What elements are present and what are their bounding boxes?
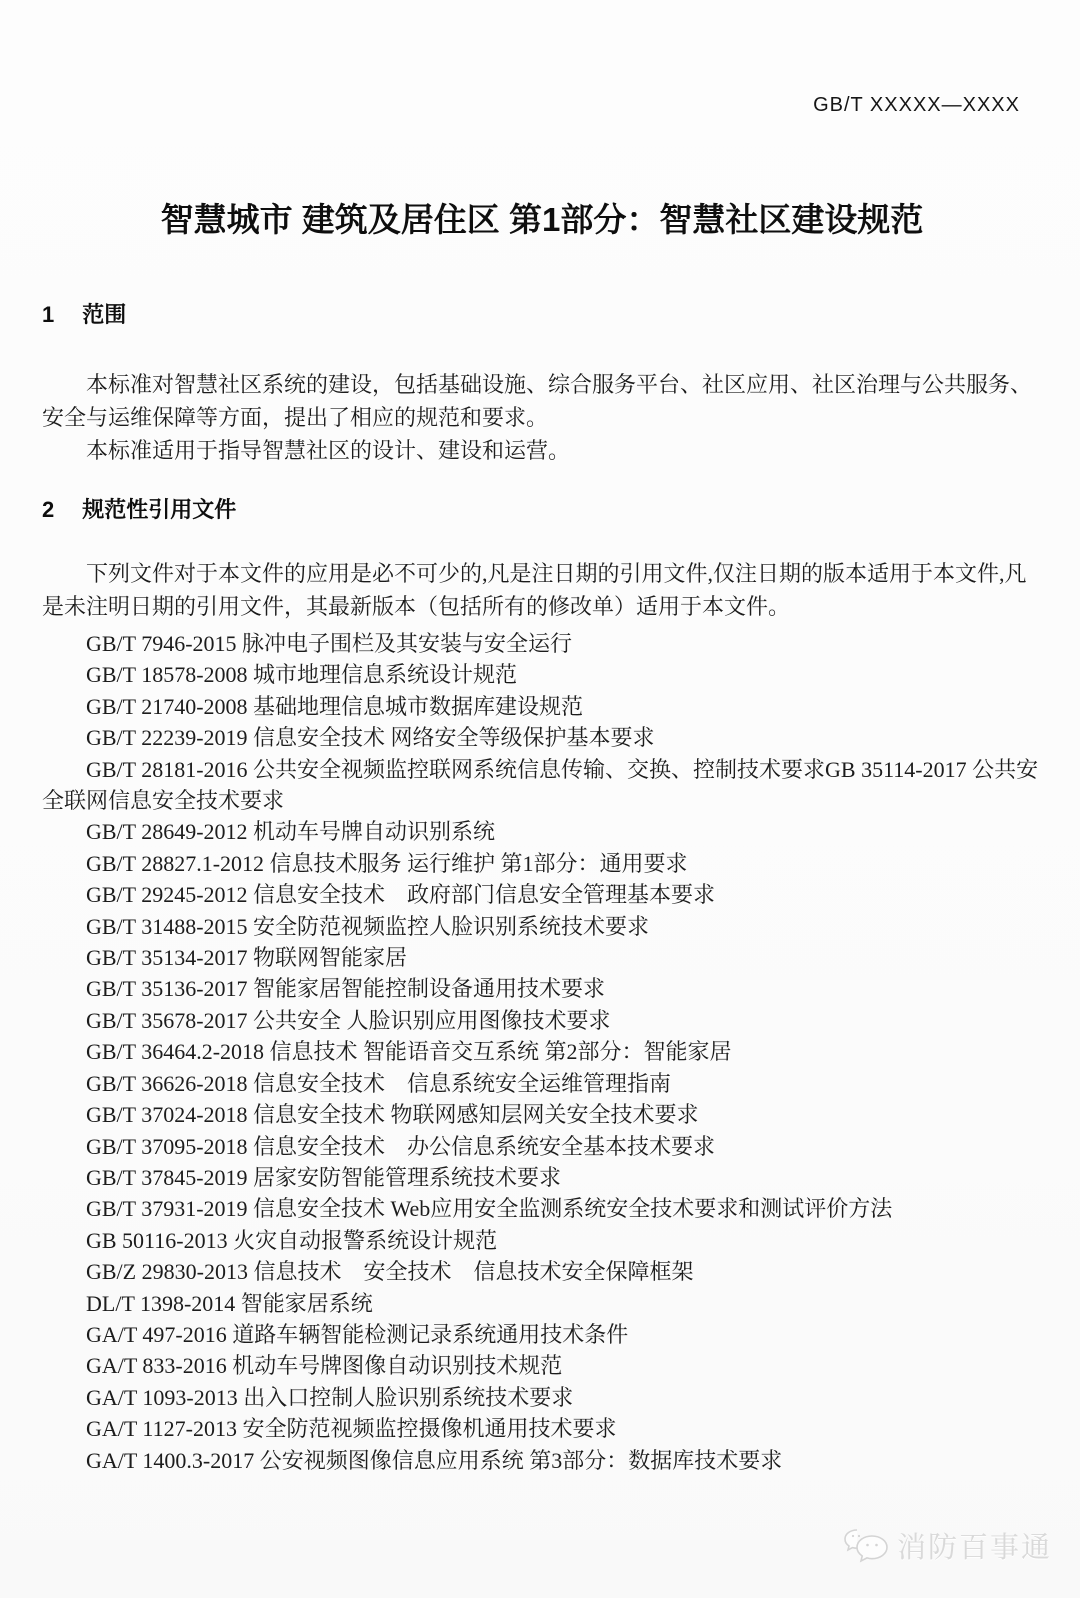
scope-paragraph: 本标准对智慧社区系统的建设，包括基础设施、综合服务平台、社区应用、社区治理与公共服务、安全与运维保障等方面，提出了相应的规范和要求。 <box>42 372 1033 430</box>
reference-item: GA/T 1400.3-2017 公安视频图像信息应用系统 第3部分：数据库技术要求 <box>86 1447 783 1473</box>
reference-item: GB/T 37845-2019 居家安防智能管理系统技术要求 <box>86 1164 562 1190</box>
watermark <box>843 1525 1052 1566</box>
reference-item: GA/T 833-2016 机动车号牌图像自动识别技术规范 <box>86 1353 563 1379</box>
section-1-title: 范围 <box>82 302 127 327</box>
reference-item: GB/T 37095-2018 信息安全技术 办公信息系统安全基本技术要求 <box>86 1133 716 1159</box>
reference-item: GB/T 18578-2008 城市地理信息系统设计规范 <box>86 662 518 688</box>
section-2-heading <box>42 497 1042 523</box>
reference-item: GA/T 1093-2013 出入口控制人脸识别系统技术要求 <box>86 1384 574 1410</box>
reference-item: GB/T 28649-2012 机动车号牌自动识别系统 <box>86 819 496 845</box>
reference-item: GB/T 28181-2016 公共安全视频监控联网系统信息传输、交换、控制技术要求GB 35114-2017 公共安全联网信息安全技术要求 <box>42 756 1039 814</box>
reference-list <box>42 628 1042 1476</box>
reference-item: GB/Z 29830-2013 信息技术 安全技术 信息技术安全保障框架 <box>86 1259 694 1285</box>
reference-item: GB/T 7946-2015 脉冲电子围栏及其安装与安全运行 <box>86 631 573 656</box>
reference-item: GB/T 35678-2017 公共安全 人脸识别应用图像技术要求 <box>86 1007 611 1033</box>
page-title: 智慧城市 建筑及居住区 第1部分：智慧社区建设规范 <box>160 201 924 238</box>
doc-code: GB/T XXXXX—XXXX <box>813 94 1020 116</box>
reference-item: GB/T 35136-2017 智能家居智能控制设备通用技术要求 <box>86 976 606 1002</box>
reference-item: DL/T 1398-2014 智能家居系统 <box>86 1290 373 1316</box>
watermark-text: 消防百事通 <box>896 1532 1052 1564</box>
reference-item: GB/T 29245-2012 信息安全技术 政府部门信息安全管理基本要求 <box>86 882 716 908</box>
reference-item: GB/T 31488-2015 安全防范视频监控人脸识别系统技术要求 <box>86 913 650 939</box>
references-intro-paragraph: 下列文件对于本文件的应用是必不可少的,凡是注日期的引用文件,仅注日期的版本适用于本文件,凡是未注明日期的引用文件，其最新版本（包括所有的修改单）适用于本文件。 <box>42 561 1027 619</box>
section-2-number: 2 <box>42 497 55 522</box>
section-2-title: 规范性引用文件 <box>82 497 237 522</box>
document-content <box>42 0 1042 1476</box>
reference-item: GB/T 36464.2-2018 信息技术 智能语音交互系统 第2部分：智能家居 <box>86 1039 732 1065</box>
reference-item: GB/T 36626-2018 信息安全技术 信息系统安全运维管理指南 <box>86 1070 672 1096</box>
reference-item: GB/T 37024-2018 信息安全技术 物联网感知层网关安全技术要求 <box>86 1102 699 1128</box>
reference-item: GB/T 21740-2008 基础地理信息城市数据库建设规范 <box>86 693 584 719</box>
section-1-heading <box>42 302 1042 328</box>
reference-item: GB/T 37931-2019 信息安全技术 Web应用安全监测系统安全技术要求和测试评价方法 <box>86 1196 893 1222</box>
reference-item: GB/T 28827.1-2012 信息技术服务 运行维护 第1部分：通用要求 <box>86 850 688 876</box>
reference-item: GA/T 1127-2013 安全防范视频监控摄像机通用技术要求 <box>86 1416 617 1442</box>
wechat-bubbles-icon <box>843 1526 889 1566</box>
scope-paragraph: 本标准适用于指导智慧社区的设计、建设和运营。 <box>86 438 571 463</box>
reference-item: GA/T 497-2016 道路车辆智能检测记录系统通用技术条件 <box>86 1321 629 1347</box>
section-1-number: 1 <box>42 302 55 327</box>
reference-item: GB/T 35134-2017 物联网智能家居 <box>86 945 408 971</box>
reference-item: GB/T 22239-2019 信息安全技术 网络安全等级保护基本要求 <box>86 725 655 751</box>
reference-item: GB 50116-2013 火灾自动报警系统设计规范 <box>86 1227 498 1253</box>
